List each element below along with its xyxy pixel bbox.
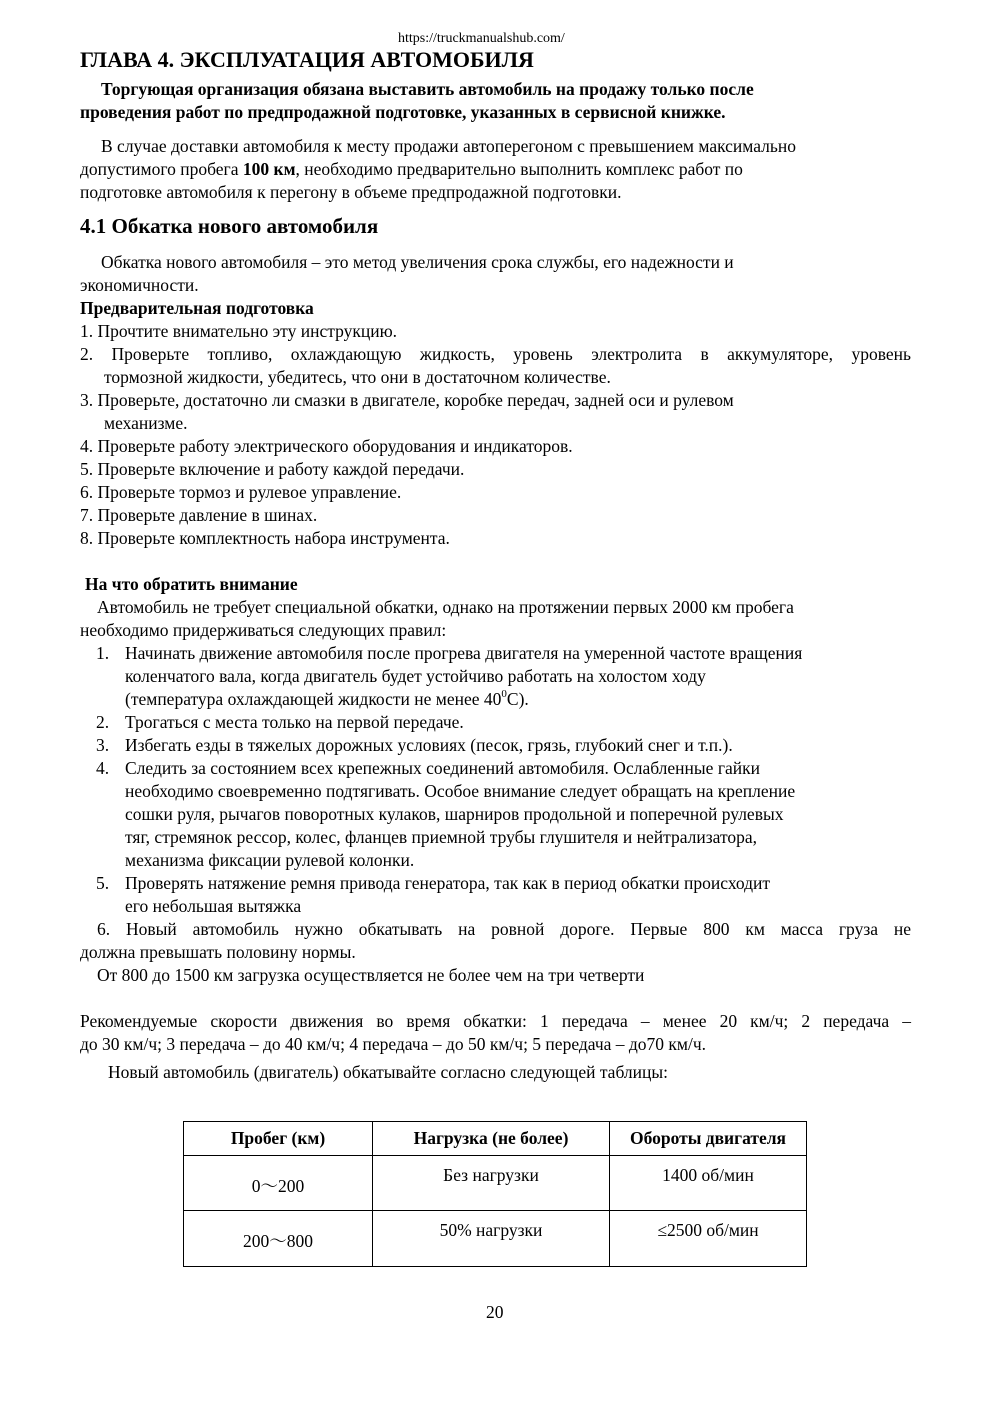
delivery-line-2 [80, 158, 743, 181]
rule-number: 5. [96, 873, 110, 893]
degree-superscript: 0 [501, 688, 507, 701]
table-header-row [184, 1122, 807, 1156]
header-load: Нагрузка (не более) [373, 1122, 610, 1156]
rule-6-line-2: должна превышать половину нормы. [80, 942, 356, 962]
cell-mileage: 0～200 [184, 1156, 373, 1211]
rule-line: коленчатого вала, когда двигатель будет устойчиво работать на холостом ходу [125, 666, 706, 686]
prep-item: 6. Проверьте тормоз и рулевое управление. [80, 482, 402, 502]
rule-line-tail: С). [506, 689, 529, 709]
breakin-intro-line-1: Обкатка нового автомобиля – это метод увеличения срока службы, его надежности и [101, 252, 734, 272]
header-rpm: Обороты двигателя [610, 1122, 807, 1156]
intro-bold-line-2: проведения работ по предпродажной подготовке, указанных в сервисной книжке. [80, 102, 726, 122]
page-number: 20 [486, 1302, 504, 1322]
rule-6-line-1: 6. Новый автомобиль нужно обкатывать на ровной дороге. Первые 800 км масса груза не [97, 919, 911, 939]
cell-load: Без нагрузки [373, 1156, 610, 1211]
attention-heading: На что обратить внимание [85, 574, 298, 594]
cell-mileage: 200～800 [184, 1211, 373, 1267]
prep-item-continued: тормозной жидкости, убедитесь, что они в достаточном количестве. [104, 367, 611, 387]
chapter-title: ГЛАВА 4. ЭКСПЛУАТАЦИЯ АВТОМОБИЛЯ [80, 47, 534, 72]
rule-line: Начинать движение автомобиля после прогрева двигателя на умеренной частоте вращения [125, 643, 803, 663]
attention-intro-line-2: необходимо придерживаться следующих правил: [80, 620, 447, 640]
header-mileage: Пробег (км) [184, 1122, 373, 1156]
rule-line: тяг, стремянок рессор, колес, фланцев приемной трубы глушителя и нейтрализатора, [125, 827, 757, 847]
table-intro: Новый автомобиль (двигатель) обкатывайте согласно следующей таблицы: [108, 1062, 668, 1082]
prep-item: 3. Проверьте, достаточно ли смазки в двигателе, коробке передач, задней оси и рулевом [80, 390, 734, 410]
rule-line: сошки руля, рычагов поворотных кулаков, шарниров продольной и поперечной рулевых [125, 804, 784, 824]
delivery-line-1: В случае доставки автомобиля к месту продажи автоперегоном с превышением максимально [101, 136, 797, 156]
speeds-line-1: Рекомендуемые скорости движения во время обкатки: 1 передача – менее 20 км/ч; 2 передача – [80, 1011, 911, 1031]
prep-item: 2. Проверьте топливо, охлаждающую жидкость, уровень электролита в аккумуляторе, уровень [80, 344, 911, 364]
rule-line: механизма фиксации рулевой колонки. [125, 850, 415, 870]
delivery-distance: 100 км [242, 159, 296, 179]
rule-line: Трогаться с места только на первой передаче. [125, 712, 464, 732]
section-title: 4.1 Обкатка нового автомобиля [80, 214, 379, 238]
prep-item: 4. Проверьте работу электрического оборудования и индикаторов. [80, 436, 573, 456]
prep-item: 8. Проверьте комплектность набора инструмента. [80, 528, 450, 548]
source-url[interactable]: https://truckmanualshub.com/ [398, 31, 565, 46]
rule-line: Проверять натяжение ремня привода генератора, так как в период обкатки происходит [125, 873, 771, 893]
rule-number: 2. [96, 712, 110, 732]
attention-intro-line-1: Автомобиль не требует специальной обкатки, однако на протяжении первых 2000 км пробега [97, 597, 794, 617]
prep-item: 1. Прочтите внимательно эту инструкцию. [80, 321, 398, 341]
prep-heading: Предварительная подготовка [80, 298, 314, 318]
cell-load: 50% нагрузки [373, 1211, 610, 1267]
rule-line: необходимо своевременно подтягивать. Особое внимание следует обращать на крепление [125, 781, 796, 801]
rule-number: 3. [96, 735, 110, 755]
speeds-line-2: до 30 км/ч; 3 передача – до 40 км/ч; 4 передача – до 50 км/ч; 5 передача – до70 км/ч. [80, 1034, 707, 1054]
break-in-table [183, 1121, 807, 1267]
intro-bold-line-1: Торгующая организация обязана выставить автомобиль на продажу только после [101, 79, 754, 99]
delivery-line-2-pre: допустимого пробега [80, 159, 243, 179]
prep-item: 7. Проверьте давление в шинах. [80, 505, 318, 525]
rule-line: Избегать езды в тяжелых дорожных условиях (песок, грязь, глубокий снег и т.п.). [125, 735, 733, 755]
rule-line: его небольшая вытяжка [125, 896, 302, 916]
breakin-intro-line-2: экономичности. [80, 275, 199, 295]
rule-line [125, 688, 529, 711]
delivery-line-3: подготовке автомобиля к перегону в объеме предпродажной подготовки. [80, 182, 622, 202]
rule-number: 4. [96, 758, 110, 778]
delivery-line-2-post: , необходимо предварительно выполнить комплекс работ по [295, 159, 743, 179]
rule-number: 1. [96, 643, 110, 663]
prep-item: 5. Проверьте включение и работу каждой передачи. [80, 459, 465, 479]
table-row [184, 1211, 807, 1267]
cell-rpm: ≤2500 об/мин [610, 1211, 807, 1267]
table-row [184, 1156, 807, 1211]
rule-line: Следить за состоянием всех крепежных соединений автомобиля. Ослабленные гайки [125, 758, 760, 778]
rule-line-text: (температура охлаждающей жидкости не менее 40 [125, 689, 502, 709]
cell-rpm: 1400 об/мин [610, 1156, 807, 1211]
load-line: От 800 до 1500 км загрузка осуществляется не более чем на три четверти [97, 965, 645, 985]
prep-item-continued: механизме. [104, 413, 188, 433]
